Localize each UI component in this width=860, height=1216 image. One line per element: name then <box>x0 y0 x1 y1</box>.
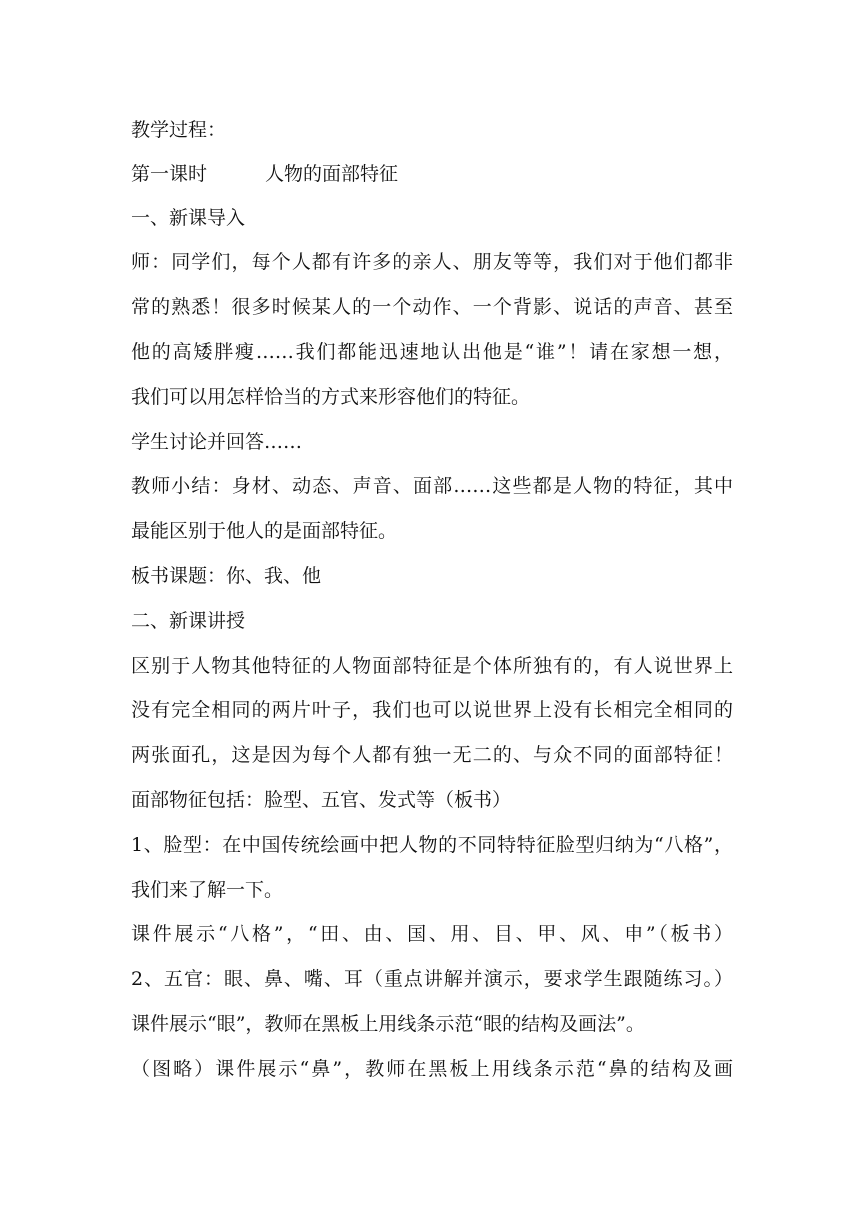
lesson-heading <box>131 161 733 187</box>
paragraph-line: 学生讨论并回答…… <box>131 431 303 453</box>
paragraph-line: 一、新课导入 <box>131 207 246 229</box>
paragraph-line: 我们来了解一下。 <box>131 879 284 901</box>
paragraph-line: 他的高矮胖瘦……我们都能迅速地认出他是“谁”！请在家想一想， <box>131 341 733 363</box>
paragraph-line: 面部物征包括：脸型、五官、发式等（板书） <box>131 789 512 811</box>
paragraph-line: 教师小结：身材、动态、声音、面部……这些都是人物的特征，其中 <box>131 475 733 497</box>
paragraph-line: 没有完全相同的两片叶子，我们也可以说世界上没有长相完全相同的 <box>131 699 733 721</box>
lesson-label: 第一课时 <box>131 163 208 185</box>
paragraph-line: 区别于人物其他特征的人物面部特征是个体所独有的，有人说世界上 <box>131 655 733 677</box>
paragraph-line: 二、新课讲授 <box>131 610 246 632</box>
paragraph-line: 常的熟悉！很多时候某人的一个动作、一个背影、说话的声音、甚至 <box>131 296 733 318</box>
paragraph-line: 师：同学们，每个人都有许多的亲人、朋友等等，我们对于他们都非 <box>131 251 733 273</box>
paragraph-line: 我们可以用怎样恰当的方式来形容他们的特征。 <box>131 386 531 408</box>
paragraph-line: 两张面孔，这是因为每个人都有独一无二的、与众不同的面部特征！ <box>131 744 733 766</box>
paragraph-line: 1、脸型：在中国传统绘画中把人物的不同特特征脸型归纳为“八格”， <box>131 834 733 856</box>
paragraph-line: 最能区别于他人的是面部特征。 <box>131 520 398 542</box>
paragraph-line: 课件展示“八格”，“田、由、国、用、目、甲、风、申”（板书） <box>131 923 733 945</box>
paragraph-line: 2、五官：眼、鼻、嘴、耳（重点讲解并演示，要求学生跟随练习。） <box>131 968 733 990</box>
section-heading: 教学过程： <box>131 119 227 141</box>
lesson-title: 人物的面部特征 <box>265 163 399 185</box>
paragraph-line: 课件展示“眼”，教师在黑板上用线条示范“眼的结构及画法”。 <box>131 1013 645 1035</box>
paragraph-line: （图略）课件展示“鼻”，教师在黑板上用线条示范“鼻的结构及画 <box>131 1058 733 1080</box>
paragraph-line: 板书课题：你、我、他 <box>131 565 322 587</box>
